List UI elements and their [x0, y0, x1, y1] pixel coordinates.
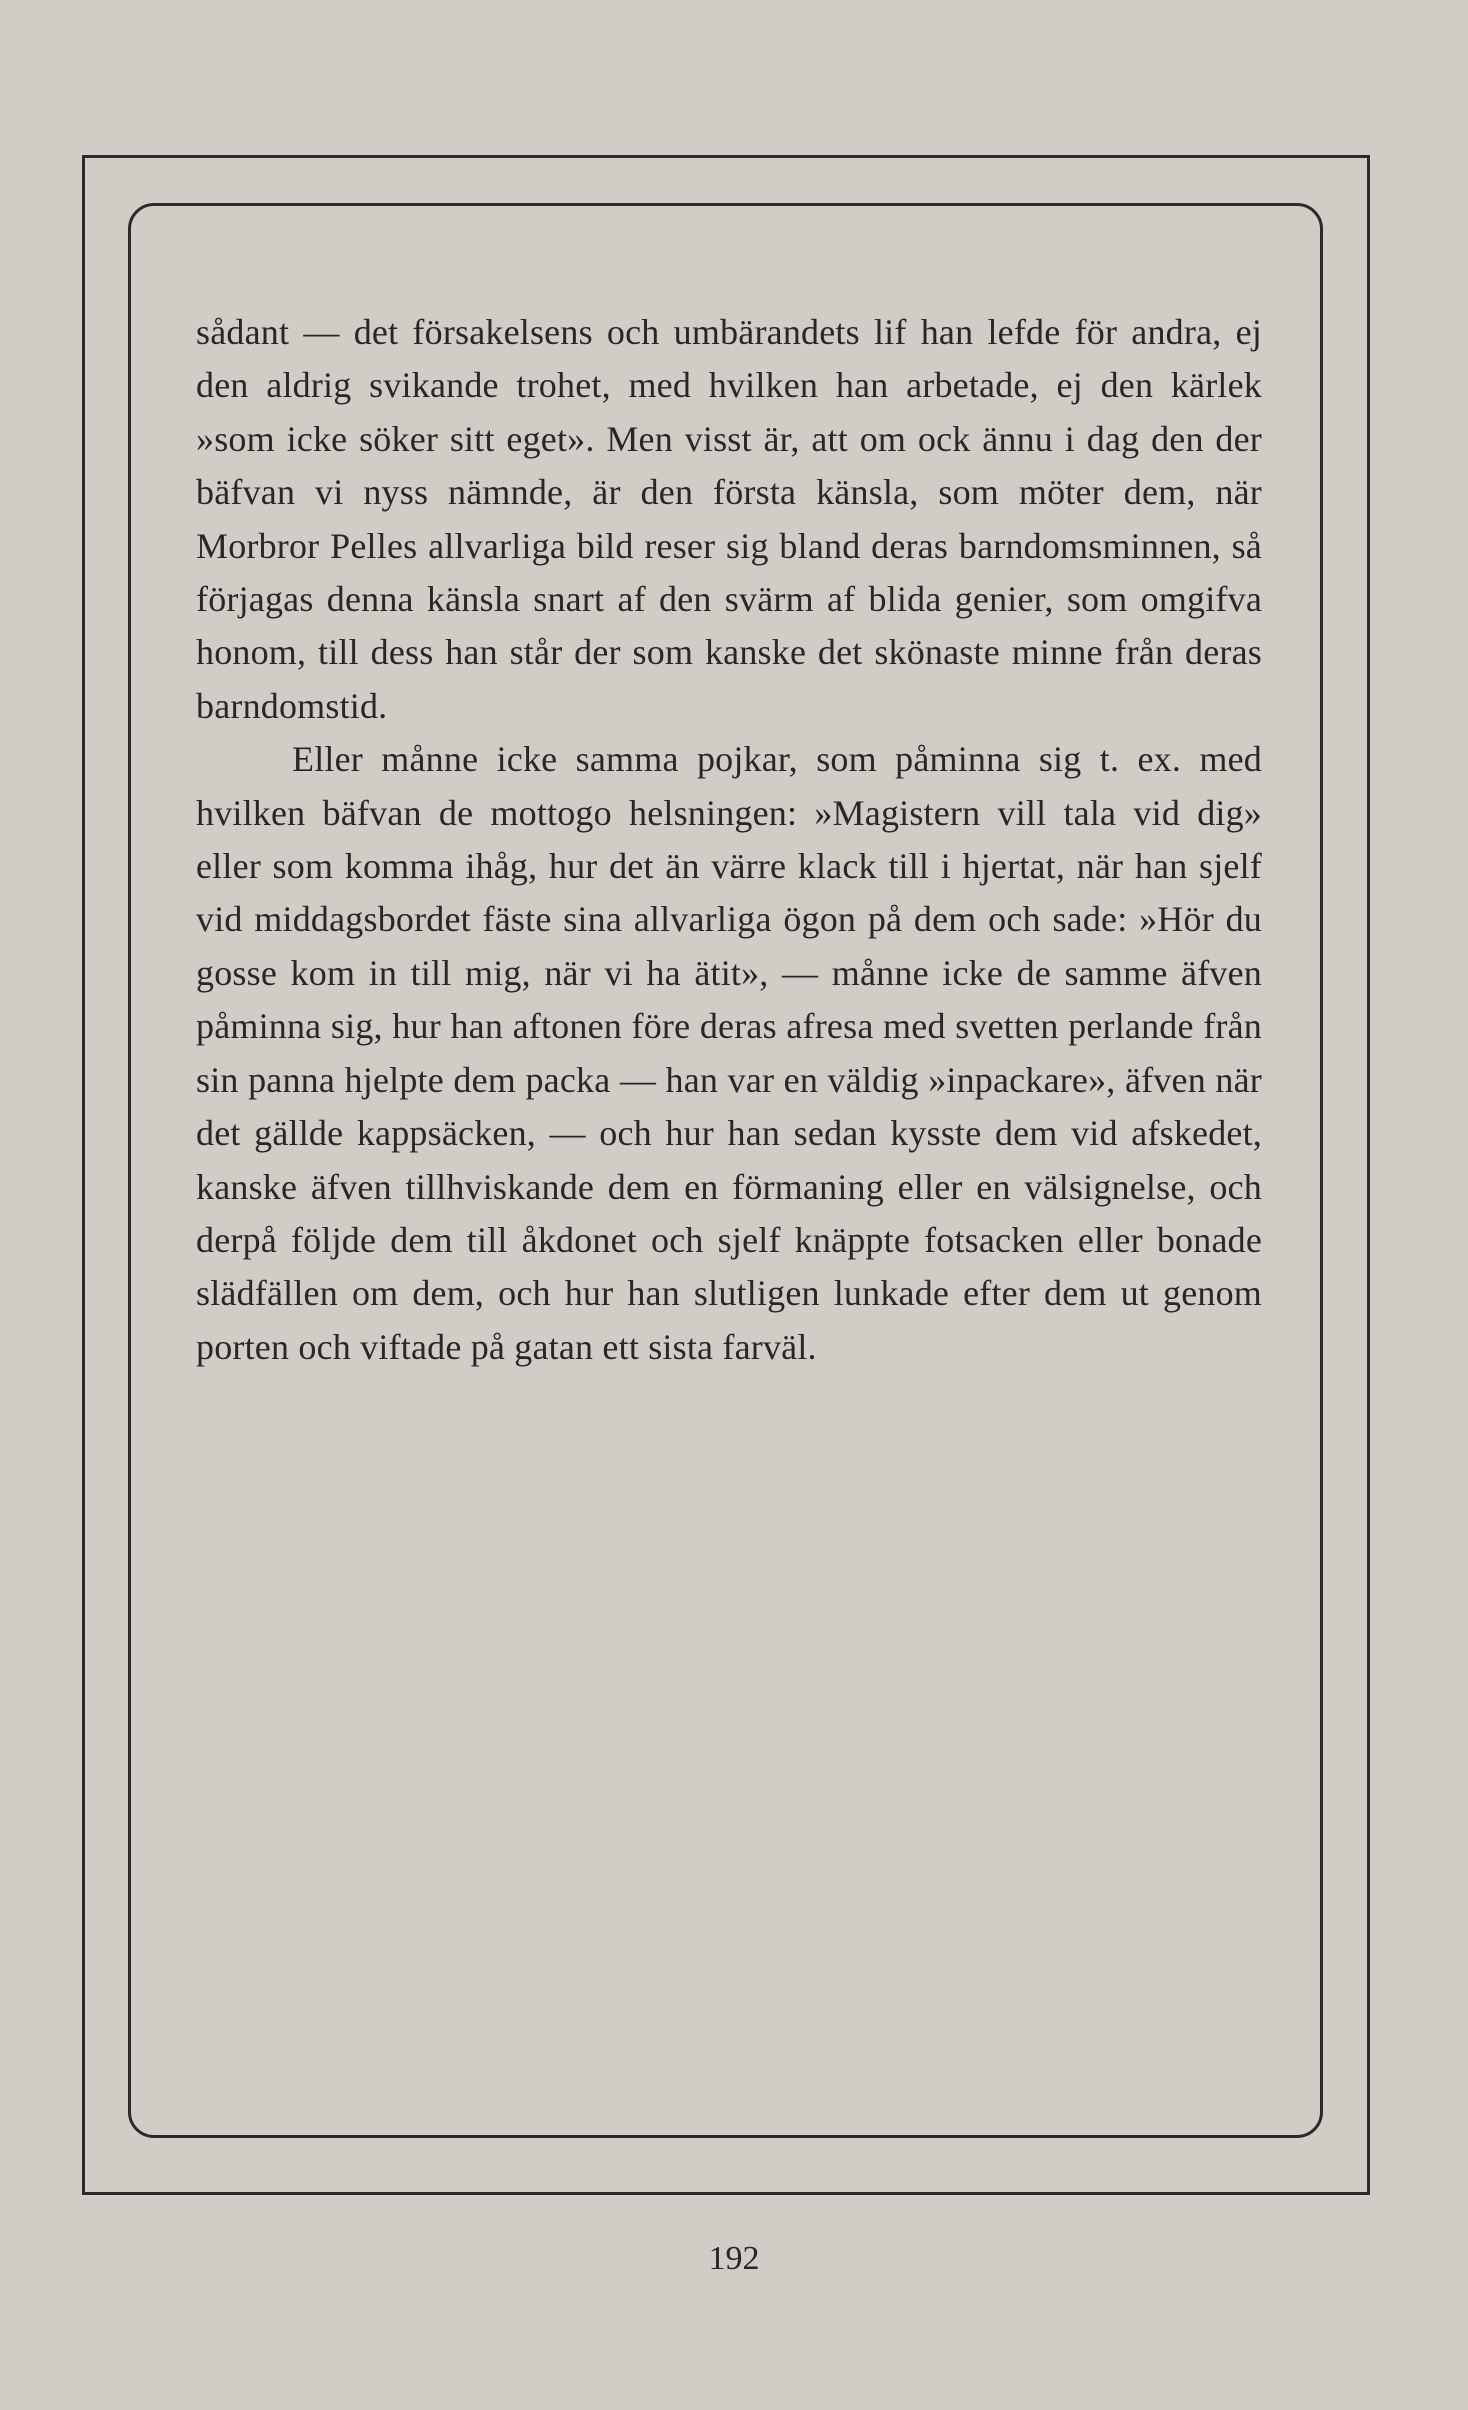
body-text: [196, 306, 1262, 1374]
paragraph-1: sådant — det försakelsens och umbärandets lif han lefde för andra, ej den aldrig svikande trohet, med hvilken han arbetade, ej den kärlek »som icke söker sitt eget». Men visst är, att om ock ännu i dag den der bäfvan vi nyss nämnde, är den första känsla, som möter dem, när Morbror Pelles allvarliga bild reser sig bland deras barndomsminnen, så förjagas denna känsla snart af den svärm af blida genier, som omgifva honom, till dess han står der som kanske det skönaste minne från deras barndomstid.: [196, 312, 1262, 726]
paragraph-2: Eller månne icke samma pojkar, som påminna sig t. ex. med hvilken bäfvan de mottogo helsningen: »Magistern vill tala vid dig» eller som komma ihåg, hur det än värre klack till i hjertat, när han sjelf vid middagsbordet fäste sina allvarliga ögon på dem och sade: »Hör du gosse kom in till mig, när vi ha ätit», — månne icke de samme äfven påminna sig, hur han aftonen före deras afresa med svetten perlande från sin panna hjelpte dem packa — han var en väldig »inpackare», äfven när det gällde kappsäcken, — och hur han sedan kysste dem vid afskedet, kanske äfven tillhviskande dem en förmaning eller en välsignelse, och derpå följde dem till åkdonet och sjelf knäppte fotsacken eller bonade slädfällen om dem, och hur han slutligen lunkade efter dem ut genom porten och viftade på gatan ett sista farväl.: [196, 739, 1262, 1367]
page-number: 192: [708, 2240, 760, 2277]
